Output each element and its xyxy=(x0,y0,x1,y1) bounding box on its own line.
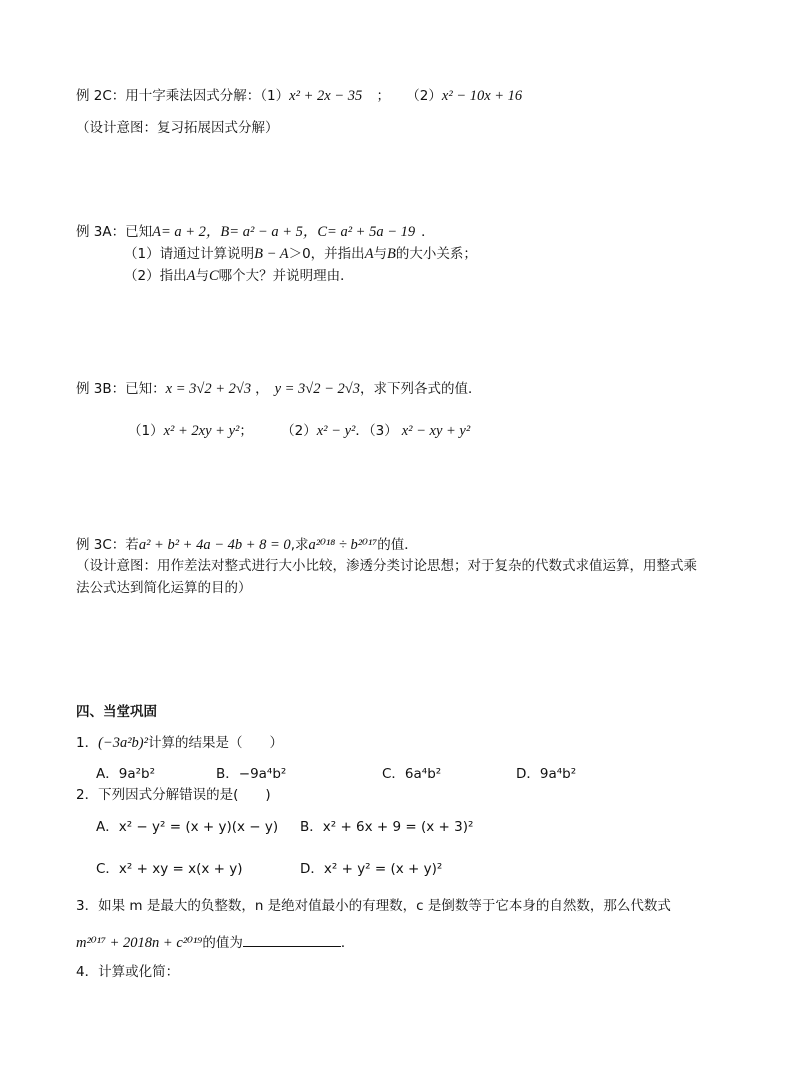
question-1-option-a: A．9a²b² xyxy=(96,766,155,782)
example-2c-design-note: （设计意图：复习拓展因式分解） xyxy=(76,120,279,136)
section-4-title: 四、当堂巩固 xyxy=(76,704,157,720)
example-3a-q1-mid: 与 xyxy=(373,246,388,262)
question-2-text: 2．下列因式分解错误的是( ) xyxy=(76,787,271,803)
question-3-tail: 的值为 xyxy=(202,935,243,951)
example-3a-q2-tail: 哪个大？并说明理由． xyxy=(218,268,354,284)
example-3b-part-3: ．（3） xyxy=(355,423,398,439)
example-3a-question-2 xyxy=(124,267,354,285)
example-2c-expr-2: x² − 10x + 16 xyxy=(441,88,523,104)
example-3a-q1-text: （1）请通过计算说明 xyxy=(124,246,255,262)
example-3a-line xyxy=(76,223,435,241)
example-3a-given: A= a + 2，B= a² − a + 5，C= a² + 5a − 19 xyxy=(152,224,416,240)
example-3a-q2-var-a: A xyxy=(186,268,196,284)
question-1-option-b: B．−9a⁴b² xyxy=(216,766,287,782)
example-3a-q1-tail: 的大小关系； xyxy=(395,246,477,262)
example-3b-line xyxy=(76,380,482,398)
question-3-text: 3．如果 m 是最大的负整数，n 是绝对值最小的有理数，c 是倒数等于它本身的自然数，那么代数式 xyxy=(76,898,671,914)
example-2c-part-2: （2） xyxy=(406,88,442,104)
question-3-expr: m²⁰¹⁷ + 2018n + c²⁰¹⁹ xyxy=(76,935,203,951)
question-3-end: ． xyxy=(340,935,355,951)
example-2c-separator: ； xyxy=(376,88,390,104)
example-3a-label: 例 3A：已知 xyxy=(76,224,153,240)
example-3a-q2-var-c: C xyxy=(208,268,219,284)
question-3-answer-blank[interactable] xyxy=(243,932,341,947)
question-1-expr: (−3a²b)² xyxy=(98,735,148,751)
question-1-line xyxy=(76,734,283,752)
question-2-option-c: C．x² + xy = x(x + y) xyxy=(96,861,243,877)
question-1-text: 计算的结果是（ ） xyxy=(147,735,283,751)
example-3a-question-1 xyxy=(124,245,477,263)
example-3c-line xyxy=(76,536,418,554)
question-4-text: 4．计算或化简： xyxy=(76,964,180,980)
example-3a-q1-post: ＞0，并指出 xyxy=(288,246,365,262)
example-3a-q2-mid: 与 xyxy=(195,268,209,284)
example-3b-tail: ，求下列各式的值． xyxy=(360,381,482,397)
example-3b-part-2: （2） xyxy=(281,423,317,439)
example-3c-label: 例 3C：若 xyxy=(76,537,139,553)
example-2c-label: 例 2C：用十字乘法因式分解：（1） xyxy=(76,88,290,104)
question-2-option-d: D．x² + y² = (x + y)² xyxy=(300,861,443,877)
example-3b-part-1-end: ； xyxy=(239,423,253,439)
example-3b-label: 例 3B：已知： xyxy=(76,381,166,397)
example-3a-q2-text: （2）指出 xyxy=(124,268,187,284)
example-3b-part-1: （1） xyxy=(128,423,164,439)
question-2-option-b: B．x² + 6x + 9 = (x + 3)² xyxy=(300,819,474,835)
example-3a-q1-var-a: A xyxy=(364,246,374,262)
example-3c-design-note-1: （设计意图：用作差法对整式进行大小比较，渗透分类讨论思想；对于复杂的代数式求值运算，用整式乘 xyxy=(76,558,697,574)
example-3b-parts xyxy=(128,422,470,440)
question-1-option-c: C．6a⁴b² xyxy=(382,766,442,782)
example-3a-period: ． xyxy=(421,224,435,240)
example-3c-tail: 的值． xyxy=(377,537,418,553)
example-3b-expr-2: x² − y² xyxy=(316,423,356,439)
example-3b-y-expr: y = 3√2 − 2√3 xyxy=(274,381,360,397)
example-3a-q1-var-b: B xyxy=(387,246,396,262)
question-1-number: 1． xyxy=(76,735,99,751)
question-1-option-d: D．9a⁴b² xyxy=(516,766,577,782)
example-3b-expr-3: x² − xy + y² xyxy=(401,423,471,439)
example-3c-mid: ,求 xyxy=(290,537,309,553)
example-3a-q1-math: B − A xyxy=(254,246,289,262)
example-3b-expr-1: x² + 2xy + y² xyxy=(163,423,240,439)
example-2c-line xyxy=(76,87,522,105)
example-3c-design-note-2: 法公式达到简化运算的目的） xyxy=(76,580,252,596)
example-3b-x-expr: x = 3√2 + 2√3 xyxy=(165,381,252,397)
example-3c-target: a²⁰¹⁸ ÷ b²⁰¹⁷ xyxy=(308,537,378,553)
question-3-line-2 xyxy=(76,932,354,952)
example-3c-condition: a² + b² + 4a − 4b + 8 = 0 xyxy=(138,537,291,553)
example-2c-expr-1: x² + 2x − 35 xyxy=(289,88,363,104)
question-2-option-a: A．x² − y² = (x + y)(x − y) xyxy=(96,819,279,835)
example-3b-comma: ， xyxy=(255,381,269,397)
